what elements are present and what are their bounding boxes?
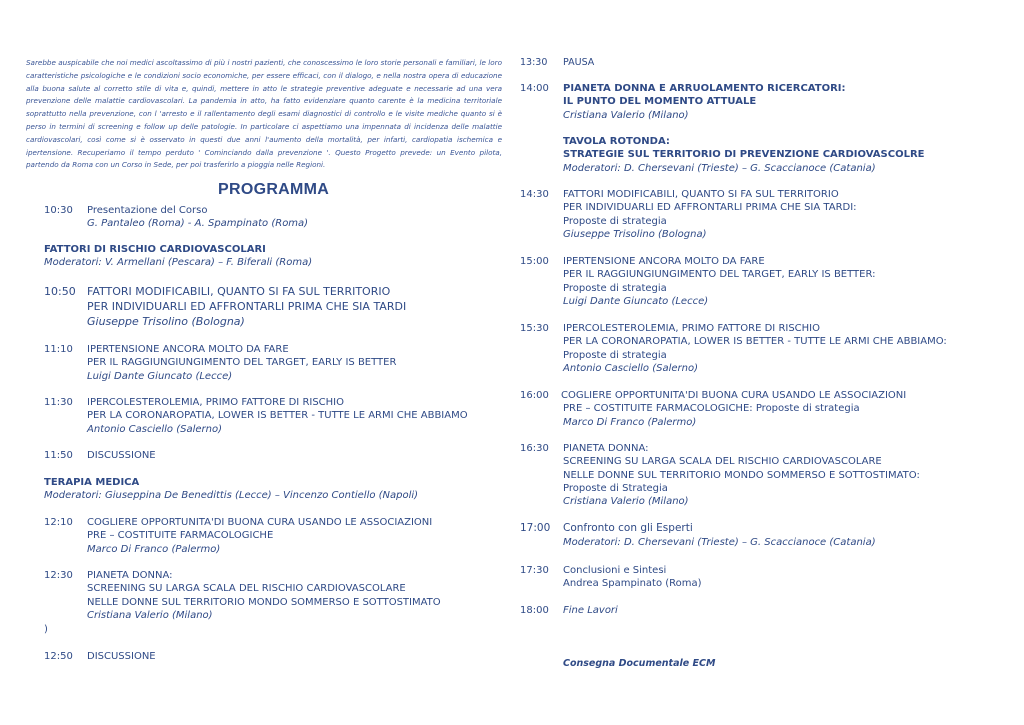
section-moderators: Moderatori: V. Armellani (Pescara) – F. Biferali (Roma) <box>44 257 313 269</box>
session-title: IPERCOLESTEROLEMIA, PRIMO FATTORE DI RISCHIO <box>563 323 821 334</box>
session-title-line2: PER LA CORONAROPATIA, LOWER IS BETTER - TUTTE LE ARMI CHE ABBIAMO: <box>563 336 947 348</box>
session-title: IPERCOLESTEROLEMIA, PRIMO FATTORE DI RISCHIO <box>87 397 345 408</box>
session-speaker: Antonio Casciello (Salerno) <box>87 423 223 435</box>
session-speaker: Luigi Dante Giuncato (Lecce) <box>87 370 233 382</box>
session-moderators: Moderatori: D. Chersevani (Trieste) – G. Scaccianoce (Catania) <box>563 536 876 548</box>
session-title: PIANETA DONNA: <box>87 570 173 581</box>
session-title-line2: SCREENING SU LARGA SCALA DEL RISCHIO CARDIOVASCOLARE <box>563 456 882 468</box>
section-title: FATTORI DI RISCHIO CARDIOVASCOLARI <box>44 244 266 255</box>
session-time: 12:50 <box>44 651 73 662</box>
session-speaker: Luigi Dante Giuncato (Lecce) <box>563 295 709 307</box>
section-title: TAVOLA ROTONDA: <box>563 136 670 147</box>
session-title: FATTORI MODIFICABILI, QUANTO SI FA SUL TERRITORIO <box>87 285 391 298</box>
session-time: 17:00 <box>520 522 551 534</box>
session-title-line2: SCREENING SU LARGA SCALA DEL RISCHIO CARDIOVASCOLARE <box>87 583 406 595</box>
session-time: 14:00 <box>520 83 549 94</box>
session-time: 18:00 <box>520 605 549 616</box>
session-title: Presentazione del Corso <box>87 205 208 216</box>
session-title: IPERTENSIONE ANCORA MOLTO DA FARE <box>87 344 289 355</box>
session-title-line3: NELLE DONNE SUL TERRITORIO MONDO SOMMERSO E SOTTOSTIMATO: <box>563 469 920 481</box>
session-note: Proposte di strategia <box>563 349 667 361</box>
ecm-delivery-note: Consegna Documentale ECM <box>563 658 716 669</box>
session-time: 15:30 <box>520 323 549 334</box>
session-time: 12:10 <box>44 517 73 528</box>
section-terapia-medica <box>44 476 418 503</box>
session-note: Proposte di Strategia <box>563 482 668 494</box>
session-title: DISCUSSIONE <box>87 651 156 662</box>
session-time: 14:30 <box>520 189 549 200</box>
session-title-line2: PRE – COSTITUITE FARMACOLOGICHE <box>87 530 274 542</box>
session-title-line3: NELLE DONNE SUL TERRITORIO MONDO SOMMERSO E SOTTOSTIMATO <box>87 596 441 608</box>
session-speaker: Giuseppe Trisolino (Bologna) <box>87 315 245 328</box>
section-moderators: Moderatori: Giuseppina De Benedittis (Lecce) – Vincenzo Contiello (Napoli) <box>44 490 419 502</box>
session-time: 11:10 <box>44 344 73 355</box>
session-time: 10:30 <box>44 205 73 216</box>
section-moderators: Moderatori: D. Chersevani (Trieste) – G. Scaccianoce (Catania) <box>563 162 876 174</box>
session-title: PIANETA DONNA: <box>563 443 649 454</box>
session-title-line2: PER INDIVIDUARLI ED AFFRONTARLI PRIMA CHE SIA TARDI: <box>563 202 857 214</box>
section-tavola-rotonda <box>563 135 925 175</box>
session-speaker: Marco Di Franco (Palermo) <box>87 543 221 555</box>
session-speaker: Giuseppe Trisolino (Bologna) <box>563 228 707 240</box>
session-time: 12:30 <box>44 570 73 581</box>
intro-text: Sarebbe auspicabile che noi medici ascoltassimo di più i nostri pazienti, che conoscessimo le loro storie personali e familiari, le loro caratteristiche psicologiche e le condizioni socio economiche, per essere efficaci, con il dialogo, e nella nostra opera di educazione alla buona salute al corretto stile di vita e, quindi, mettere in atto le strategie preventive adeguate e necessarie ad una vera prevenzione delle malattie cardiovascolari. La pandemia in atto, ha fatto evidenziare quanto carente è la medicina territoriale soprattutto nella prevenzione, con l 'arresto e il rallentamento degli esami diagnostici di controllo e le visite mediche quanto si è perso in termini di screening e follow up delle patologie. In particolare ci aspettiamo una impennata di incidenza delle malattie cardiovascolari, così come si è osservato in questi due anni l'aumento della mortalità, per infarti, cardiopatia ischemica e ipertensione. Recuperiamo il tempo perduto ' Cominciando dalla prevenzione '. Questo Progetto prevede: un Evento pilota, partendo da Roma con un Corso in Sede, per poi trasferirlo a pioggia nelle Regioni. <box>26 58 502 170</box>
session-note: Proposte di strategia <box>563 282 667 294</box>
session-time: 17:30 <box>520 565 549 576</box>
session-title: COGLIERE OPPORTUNITA'DI BUONA CURA USANDO LE ASSOCIAZIONI <box>561 390 907 401</box>
session-title-line2: PER INDIVIDUARLI ED AFFRONTARLI PRIMA CHE SIA TARDI <box>87 300 407 313</box>
session-title: Fine Lavori <box>563 605 618 616</box>
intro-paragraph <box>26 57 502 172</box>
session-speaker: Cristiana Valerio (Milano) <box>563 109 689 121</box>
session-speaker: Cristiana Valerio (Milano) <box>563 496 689 508</box>
session-title: PIANETA DONNA E ARRUOLAMENTO RICERCATORI: <box>563 83 846 94</box>
session-time: 13:30 <box>520 57 548 68</box>
session-title-line2: IL PUNTO DEL MOMENTO ATTUALE <box>563 96 757 108</box>
session-title: PAUSA <box>563 57 595 68</box>
stray-parenthesis: ) <box>44 624 48 635</box>
session-time: 16:30 <box>520 443 549 454</box>
session-title: IPERTENSIONE ANCORA MOLTO DA FARE <box>563 256 765 267</box>
session-title: Conclusioni e Sintesi <box>563 565 667 576</box>
session-title: DISCUSSIONE <box>87 450 156 461</box>
session-time: 10:50 <box>44 285 76 298</box>
session-title-line2: PRE – COSTITUITE FARMACOLOGICHE: Proposte di strategia <box>563 403 860 415</box>
session-time: 11:50 <box>44 450 73 461</box>
session-speaker: G. Pantaleo (Roma) - A. Spampinato (Roma) <box>87 218 309 230</box>
session-speaker: Marco Di Franco (Palermo) <box>563 416 697 428</box>
session-time: 15:00 <box>520 256 549 267</box>
session-speaker: Cristiana Valerio (Milano) <box>87 609 213 621</box>
section-cardiovascular-risk <box>44 243 312 270</box>
section-title: TERAPIA MEDICA <box>44 477 140 488</box>
session-time: 11:30 <box>44 397 73 408</box>
section-subtitle: STRATEGIE SUL TERRITORIO DI PREVENZIONE CARDIOVASCOLRE <box>563 149 925 161</box>
page-title: PROGRAMMA <box>218 181 330 198</box>
session-speaker: Andrea Spampinato (Roma) <box>563 578 702 590</box>
session-note: Proposte di strategia <box>563 215 667 227</box>
session-title-line2: PER LA CORONAROPATIA, LOWER IS BETTER - TUTTE LE ARMI CHE ABBIAMO <box>87 410 468 422</box>
session-title-line2: PER IL RAGGIUNGIUNGIMENTO DEL TARGET, EARLY IS BETTER: <box>563 269 876 281</box>
session-title-line2: PER IL RAGGIUNGIUNGIMENTO DEL TARGET, EARLY IS BETTER <box>87 357 397 369</box>
session-speaker: Antonio Casciello (Salerno) <box>563 362 699 374</box>
session-title: FATTORI MODIFICABILI, QUANTO SI FA SUL TERRITORIO <box>563 189 839 200</box>
session-title: COGLIERE OPPORTUNITA'DI BUONA CURA USANDO LE ASSOCIAZIONI <box>87 517 433 528</box>
session-title: Confronto con gli Esperti <box>563 522 693 534</box>
session-time: 16:00 <box>520 390 549 401</box>
